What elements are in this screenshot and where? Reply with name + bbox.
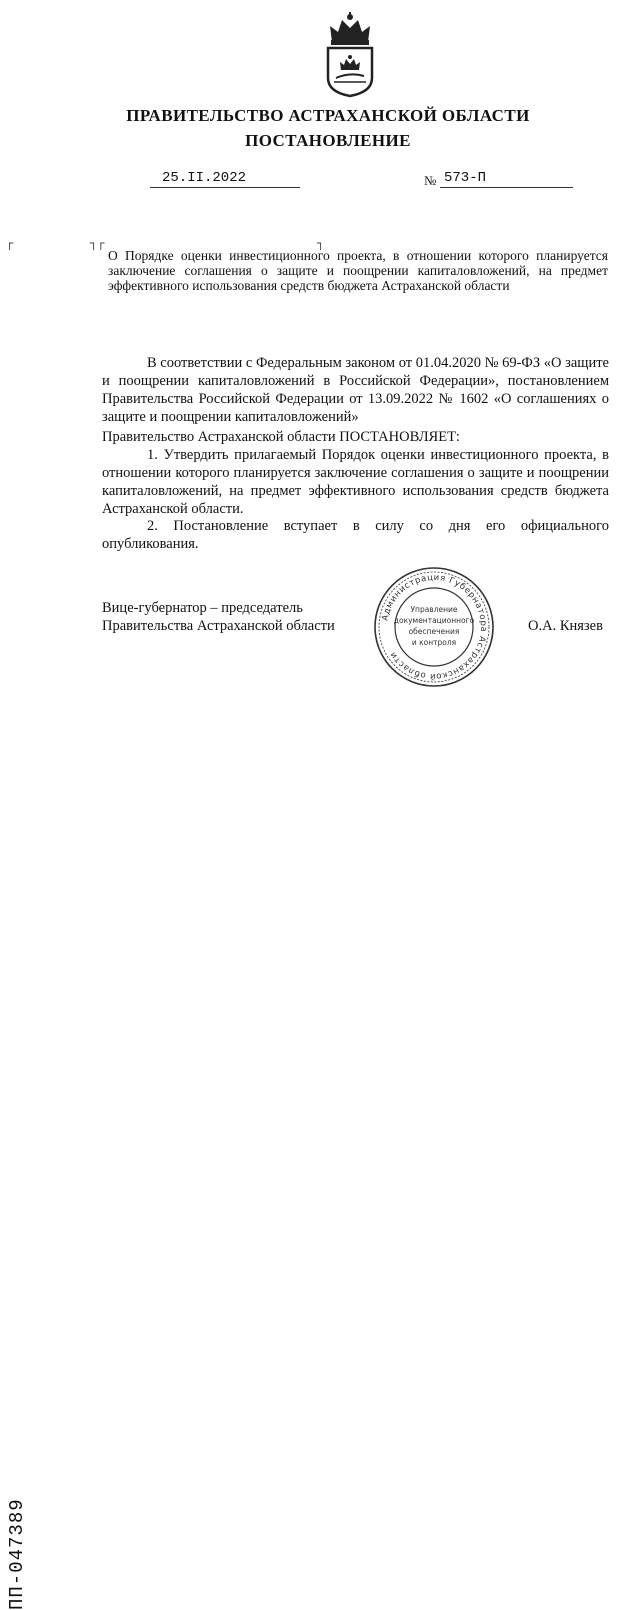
date-underline [150,187,300,188]
paragraph-item-2: 2. Постановление вступает в силу со дня его официального опубликования. [102,518,609,552]
corner-mark-subject-right: ┐ [317,236,325,250]
paragraph-item-1: 1. Утвердить прилагаемый Порядок оценки инвестиционного проекта, в отношении которого планируется заключение соглашения о защите и поощрении капиталовложений, на предмет эффективного использования средств бюджета Астраханской области. [102,447,609,517]
org-title: ПРАВИТЕЛЬСТВО АСТРАХАНСКОЙ ОБЛАСТИ [126,106,530,125]
stamp-center-line-3: обеспечения [408,627,460,636]
coat-of-arms-icon [322,12,378,98]
stamp-center-line-1: Управление [410,605,458,614]
number-label: № [424,173,437,188]
signer-position-line1: Вице-губернатор – председатель [102,600,303,616]
official-stamp-icon [373,566,495,688]
signer-name: О.А. Князев [528,618,603,634]
doc-subject: О Порядке оценки инвестиционного проекта, в отношении которого планируется заключение соглашения о защите и поощрении капиталовложений, на предмет эффективного использования средств бюджета Астраханской области [108,248,608,293]
number-underline [440,187,573,188]
paragraph-preamble: В соответствии с Федеральным законом от 01.04.2020 № 69-ФЗ «О защите и поощрении капиталовложений в Российской Федерации», постановлением Правительства Российской Федерации от 13.09.2022 № 1602 «О соглашениях о защите и поощрении капиталовложений» [102,355,609,425]
stamp-ring-text: Администрация Губернатора Астраханской области [380,572,489,682]
serial-number: ПП-047389 [6,1498,28,1610]
corner-mark-subject-left: ┐┌ [90,236,105,250]
doc-type: ПОСТАНОВЛЕНИЕ [245,131,411,150]
corner-mark-left: ┌ [6,236,14,250]
doc-number: 573-П [444,170,487,186]
serial-number-area [0,735,30,1610]
stamp-center-line-4: и контроля [411,638,457,647]
paragraph-resolves: Правительство Астраханской области ПОСТАНОВЛЯЕТ: [102,429,460,445]
signer-position-line2: Правительства Астраханской области [102,618,335,634]
doc-date: 25.II.2022 [162,170,247,186]
stamp-center-line-2: документационного [393,616,475,625]
